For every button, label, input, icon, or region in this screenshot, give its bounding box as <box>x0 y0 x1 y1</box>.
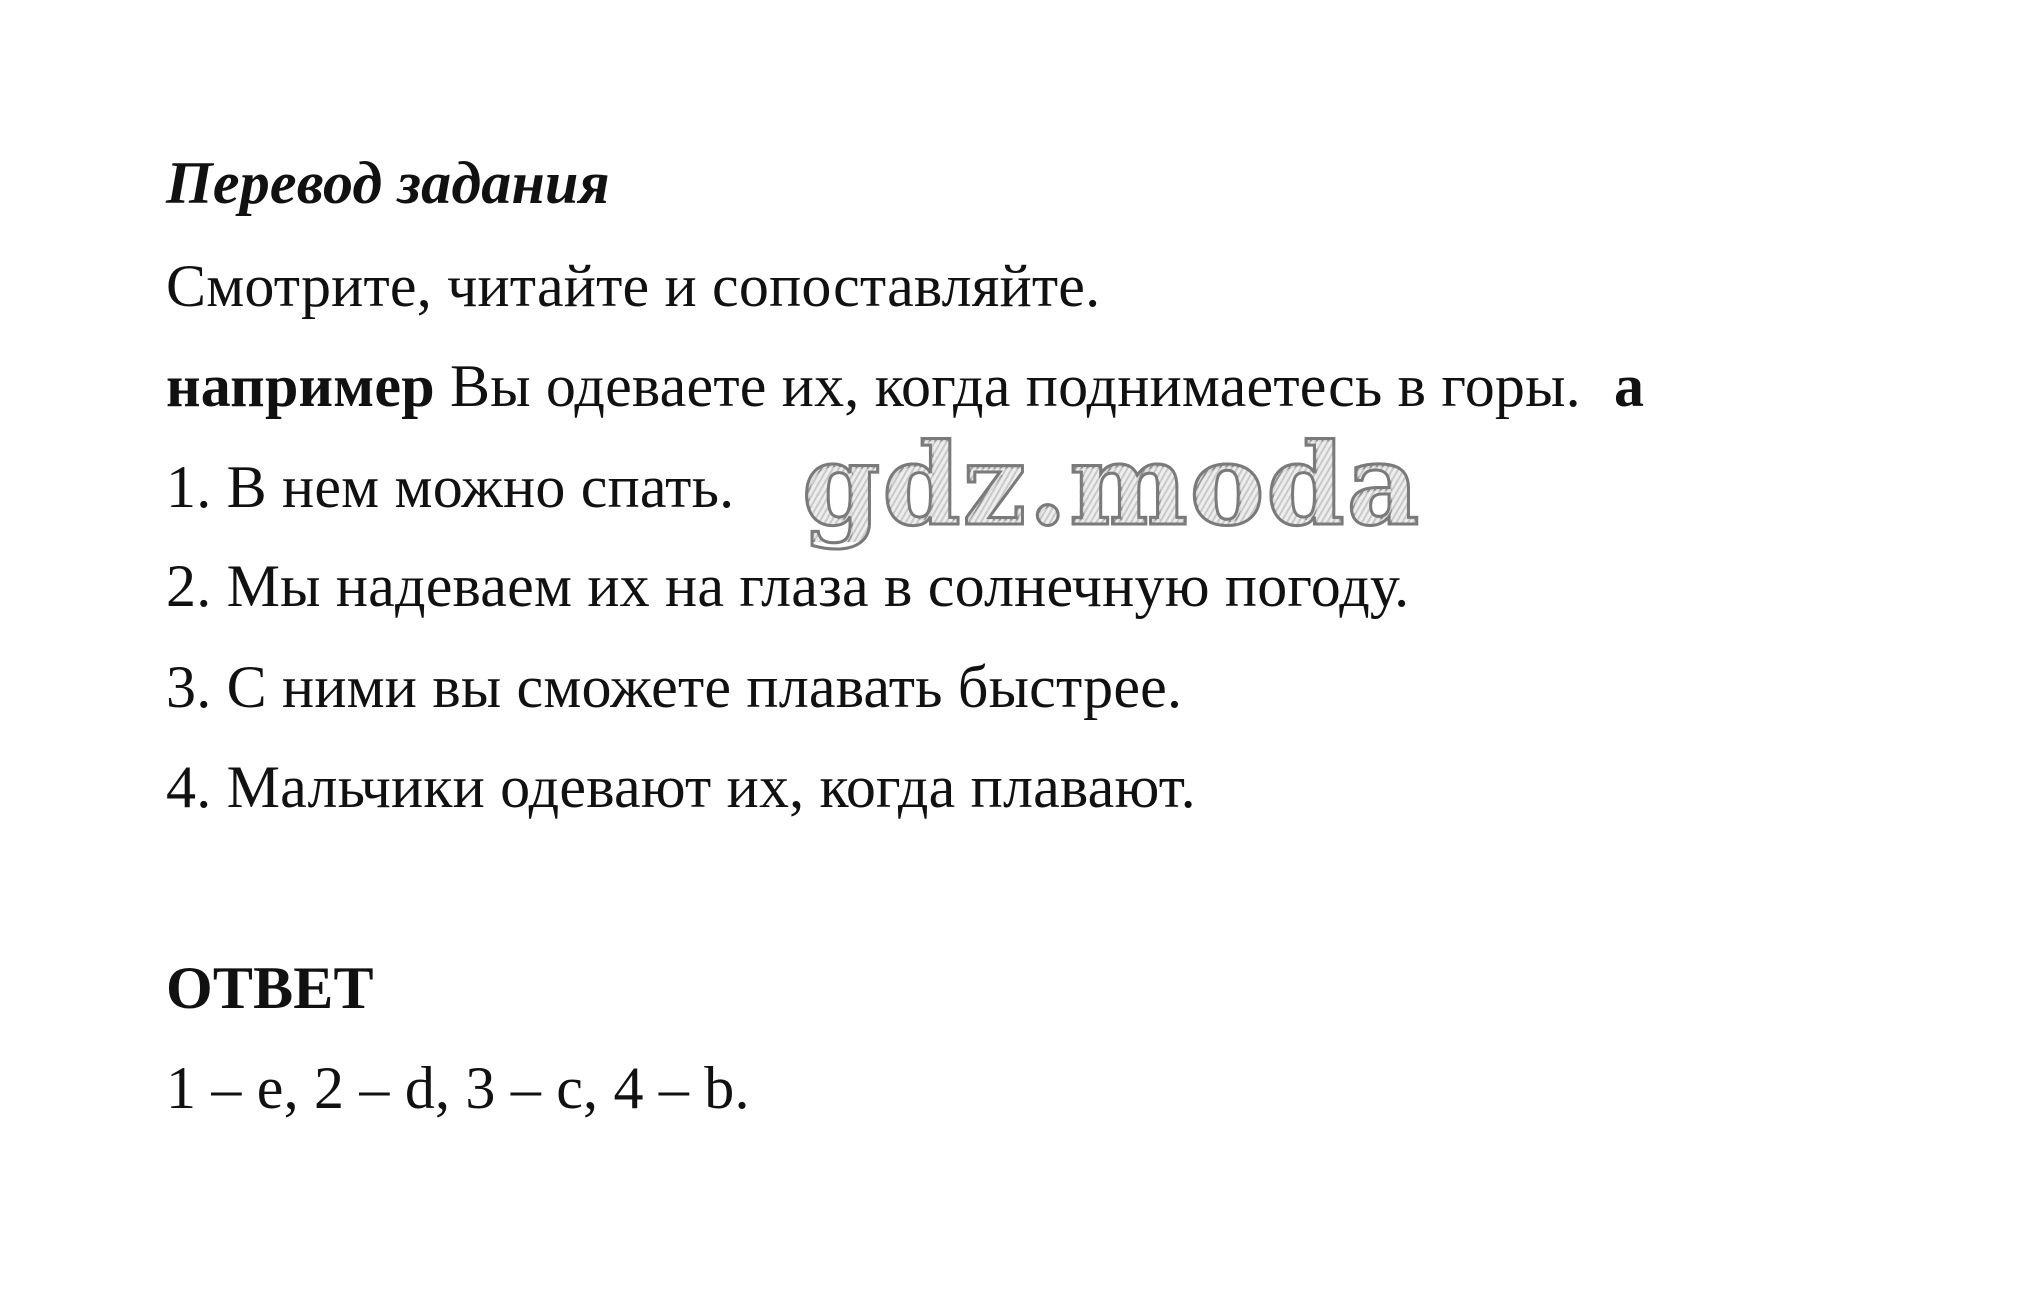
watermark-logo: gdz.moda <box>802 420 1422 551</box>
task-heading: Перевод задания <box>166 150 610 216</box>
example-answer: a <box>1614 353 1645 419</box>
example-label: например <box>166 353 435 419</box>
list-item: 2. Мы надеваем их на глаза в солнечную погоду. <box>166 553 1410 619</box>
example-text: Вы одеваете их, когда поднимаетесь в горы. <box>449 353 1581 419</box>
instruction-text: Смотрите, читайте и сопоставляйте. <box>166 253 1101 319</box>
answer-heading: ОТВЕТ <box>166 955 374 1021</box>
list-item: 3. С ними вы сможете плавать быстрее. <box>166 654 1183 720</box>
example-line <box>166 353 1645 419</box>
list-item: 4. Мальчики одевают их, когда плавают. <box>166 754 1196 820</box>
answer-text: 1 – e, 2 – d, 3 – c, 4 – b. <box>166 1055 750 1121</box>
list-item: 1. В нем можно спать. <box>166 454 735 520</box>
